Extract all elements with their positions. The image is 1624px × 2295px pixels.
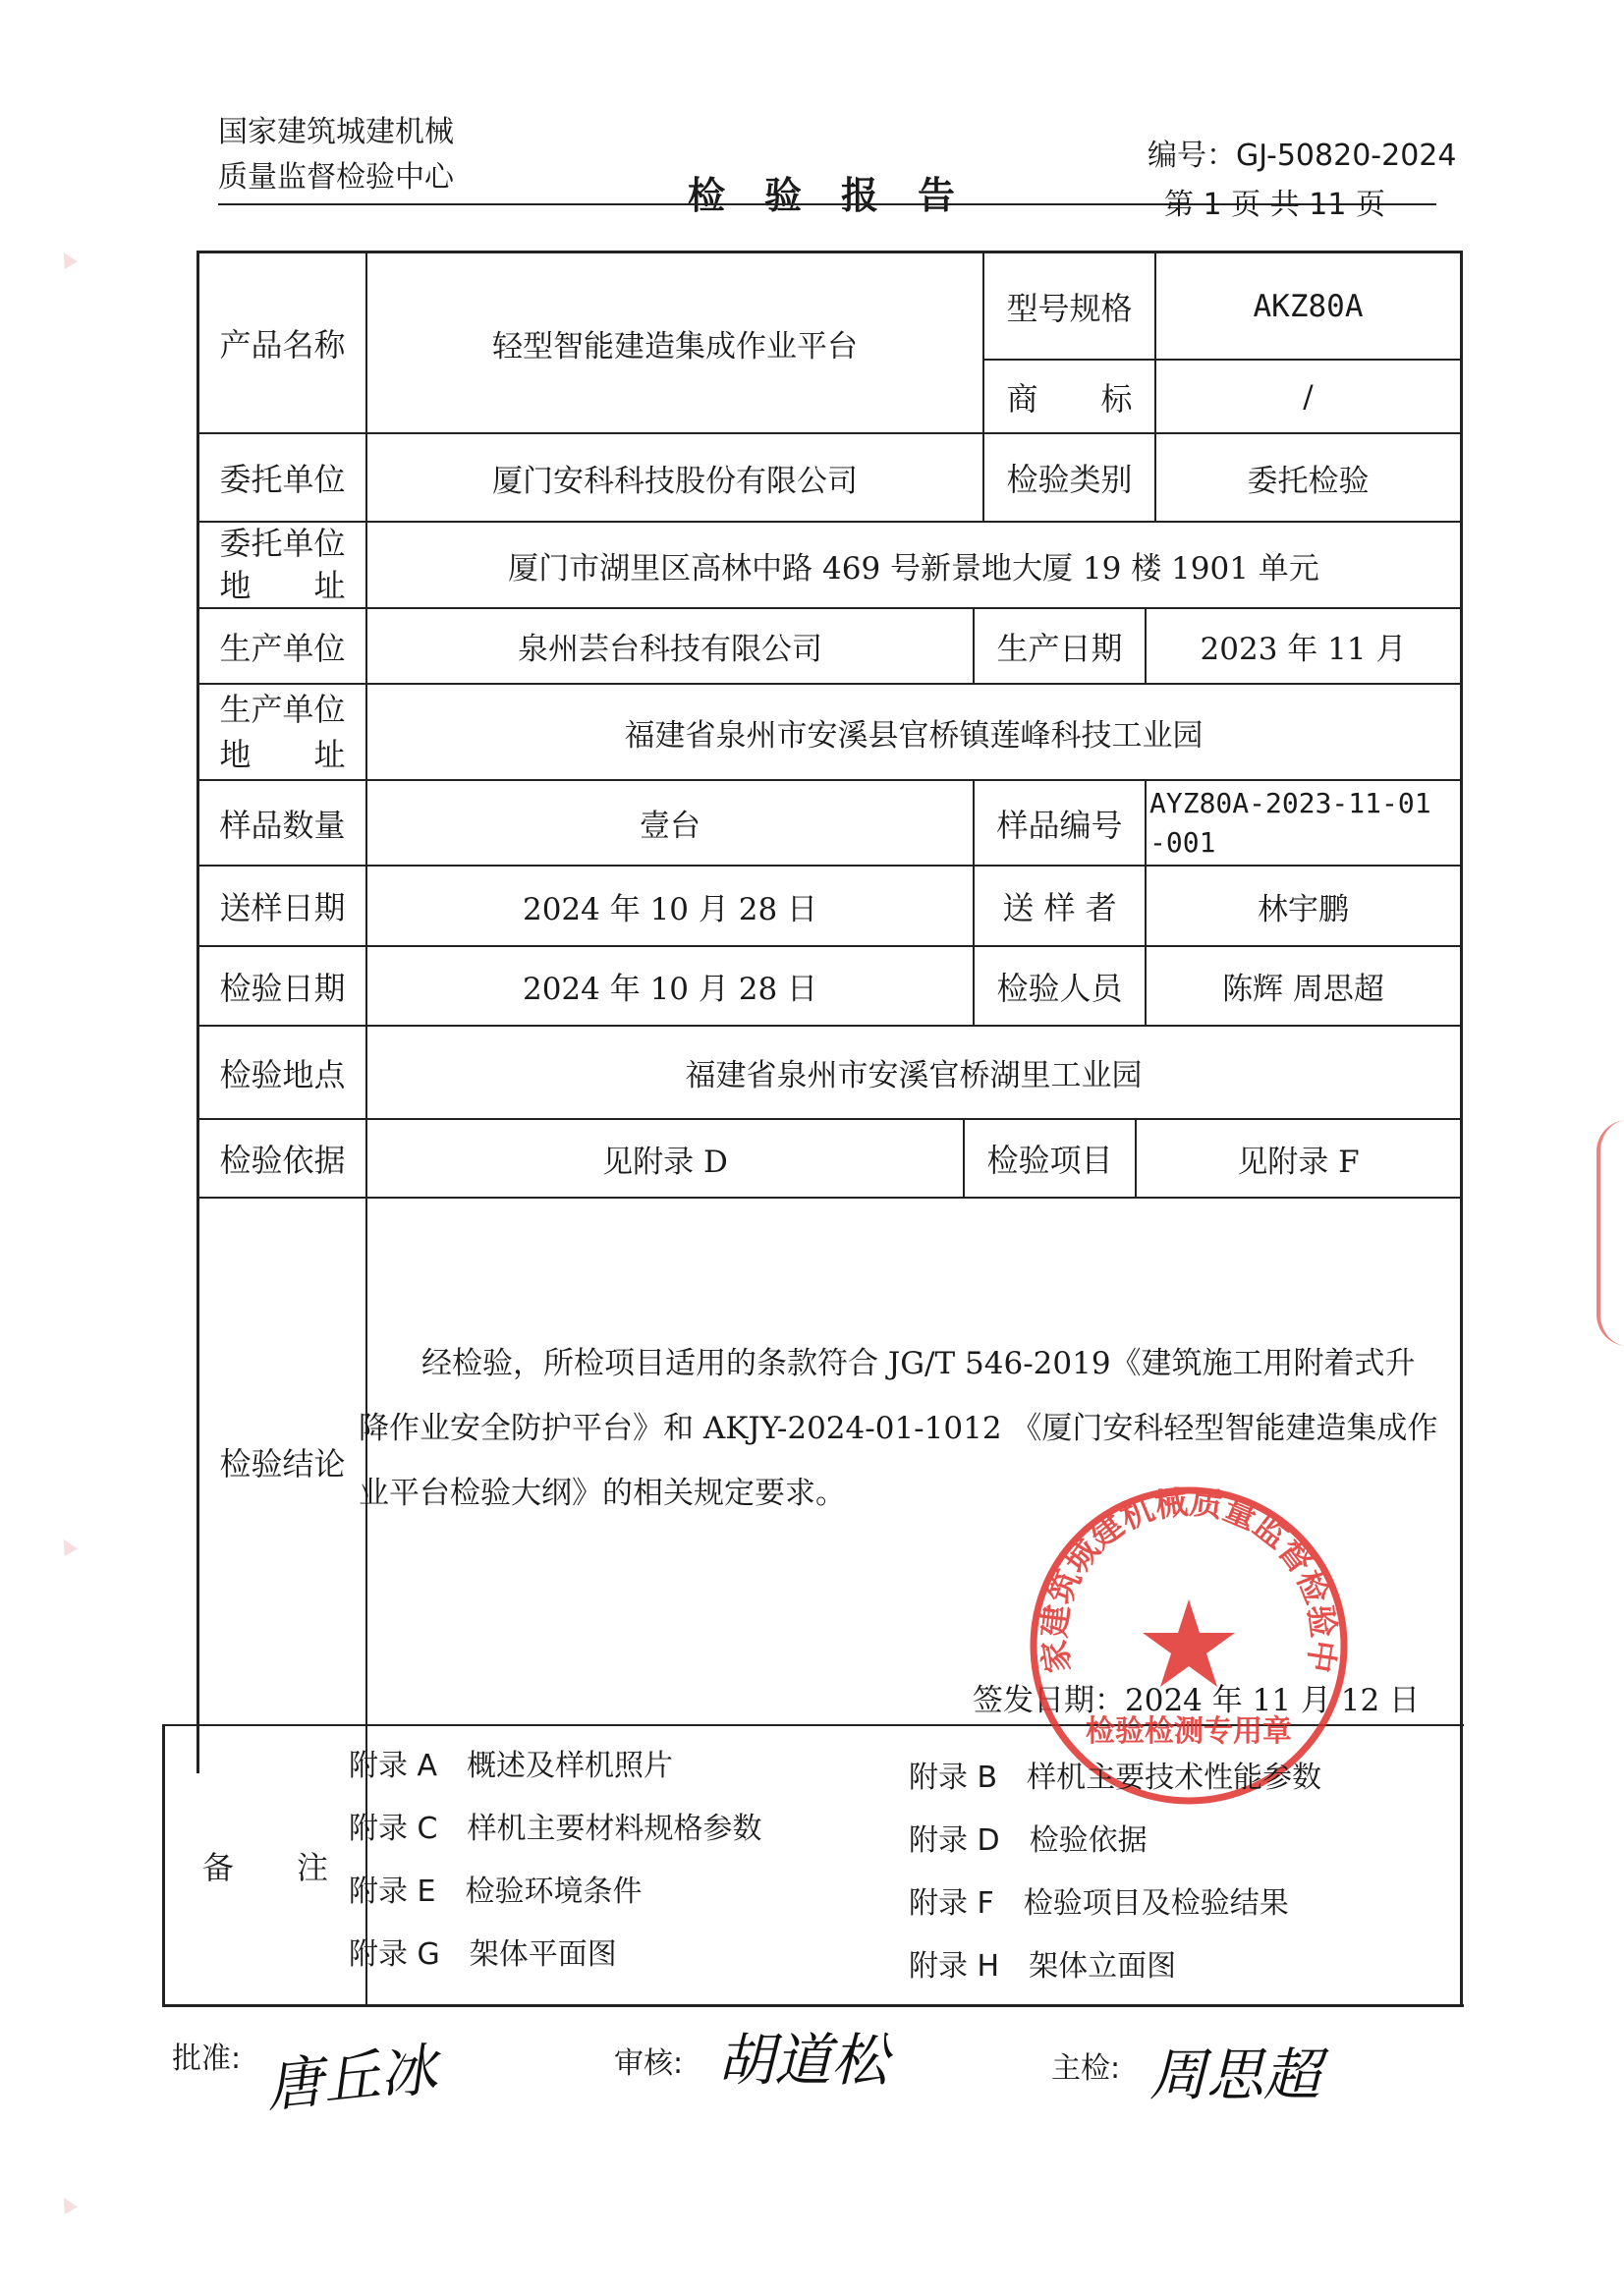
remark-text: 检验依据 (1029, 1823, 1148, 1858)
remark-key: 附录 F (909, 1886, 994, 1921)
sample-number-line-2: -001 (1149, 825, 1216, 859)
remark-item (909, 1941, 1176, 1985)
review-signature: 胡道松 (717, 2027, 889, 2094)
remark-item (349, 1741, 673, 1784)
remark-text: 架体立面图 (1029, 1949, 1177, 1984)
basis-value: 见附录 D (602, 1144, 728, 1180)
sender-value: 林宇鹏 (1258, 891, 1349, 927)
watermark: ▲ (54, 1530, 80, 1559)
remark-key: 附录 B (909, 1761, 998, 1795)
seal-bottom-text: 检验检测专用章 (1086, 1714, 1292, 1749)
approve-signature: 唐丘冰 (262, 2036, 440, 2120)
product-name-label: 产品名称 (219, 326, 346, 364)
page-info: 第 1 页 共 11 页 (1164, 188, 1385, 222)
remark-item (909, 1753, 1321, 1796)
remark-item (349, 1804, 761, 1847)
issue-date: 签发日期：2024 年 11 月 12 日 (973, 1683, 1421, 1718)
org-line-1: 国家建筑城建机械 (218, 115, 454, 149)
seal-edge-mark (1596, 1120, 1624, 1346)
remark-item (349, 1930, 617, 1973)
remark-text: 样机主要材料规格参数 (467, 1812, 762, 1846)
sample-number-value (1149, 781, 1460, 865)
conclusion-label: 检验结论 (219, 1444, 346, 1483)
inspection-date-value: 2024 年 10 月 28 日 (522, 972, 818, 1007)
brand-label: 商 标 (1006, 379, 1133, 418)
model-label: 型号规格 (1006, 289, 1133, 327)
product-name-value: 轻型智能建造集成作业平台 (492, 328, 858, 364)
issuing-organization (218, 110, 454, 200)
seal-ring-text: 家建筑城建机械质量监督检验中 (1035, 1483, 1343, 1676)
lead-inspector-signature: 周思超 (1149, 2042, 1321, 2108)
manufacturer-address-label-2: 地 址 (219, 736, 346, 773)
delivery-date-value: 2024 年 10 月 28 日 (522, 891, 818, 927)
inspectors-value: 陈辉 周思超 (1222, 972, 1384, 1007)
client-label: 委托单位 (219, 461, 346, 498)
client-address-label (199, 523, 365, 607)
report-title: 检验报告 (688, 174, 995, 217)
watermark: ▲ (54, 2188, 80, 2217)
remark-item (349, 1867, 643, 1910)
items-label: 检验项目 (986, 1142, 1113, 1179)
remark-item (909, 1816, 1148, 1859)
client-address-value: 厦门市湖里区高林中路 469 号新景地大厦 19 楼 1901 单元 (508, 550, 1319, 587)
manufacturer-address-label-1: 生产单位 (219, 691, 346, 728)
model-value: AKZ80A (1253, 288, 1364, 324)
document-number: 编号：GJ-50820-2024 (1148, 139, 1457, 173)
sample-number-label: 样品编号 (996, 806, 1123, 844)
delivery-date-label: 送样日期 (219, 889, 346, 926)
remark-text: 样机主要技术性能参数 (1027, 1761, 1322, 1795)
remark-text: 检验项目及检验结果 (1023, 1886, 1289, 1921)
inspection-site-label: 检验地点 (219, 1055, 346, 1093)
production-date-value: 2023 年 11 月 (1200, 632, 1407, 667)
remark-key: 附录 H (909, 1949, 1000, 1984)
remark-key: 附录 A (349, 1749, 438, 1783)
sample-quantity-value: 壹台 (640, 809, 700, 844)
remark-key: 附录 C (349, 1812, 438, 1846)
watermark: ▲ (54, 243, 80, 272)
manufacturer-address-value: 福建省泉州市安溪县官桥镇莲峰科技工业园 (624, 717, 1204, 754)
sample-quantity-label: 样品数量 (219, 806, 346, 844)
remarks-label: 备 注 (201, 1848, 328, 1886)
client-value: 厦门安科科技股份有限公司 (492, 463, 858, 499)
inspection-site-value: 福建省泉州市安溪官桥湖里工业园 (685, 1058, 1143, 1093)
basis-label: 检验依据 (219, 1142, 346, 1179)
remark-key: 附录 G (349, 1937, 440, 1972)
production-date-label: 生产日期 (996, 629, 1123, 667)
manufacturer-label: 生产单位 (219, 629, 346, 667)
inspection-type-label: 检验类别 (1006, 461, 1133, 498)
remark-text: 检验环境条件 (465, 1875, 643, 1909)
inspectors-label: 检验人员 (996, 969, 1123, 1007)
lead-inspector-label: 主检: (1051, 2051, 1121, 2086)
remark-item (909, 1878, 1289, 1922)
brand-value: / (1303, 378, 1314, 415)
approve-label: 批准: (172, 2042, 242, 2076)
sender-label: 送 样 者 (1002, 889, 1117, 926)
remark-key: 附录 D (909, 1823, 1000, 1858)
client-address-label-1: 委托单位 (219, 525, 346, 562)
client-address-label-2: 地 址 (219, 567, 346, 604)
sample-number-line-1: AYZ80A-2023-11-01 (1149, 786, 1431, 819)
remark-text: 架体平面图 (469, 1937, 617, 1972)
inspection-date-label: 检验日期 (219, 969, 346, 1007)
remark-key: 附录 E (349, 1875, 436, 1909)
org-line-2: 质量监督检验中心 (218, 160, 454, 195)
conclusion-text: 经检验，所检项目适用的条款符合 JG/T 546-2019《建筑施工用附着式升降作业安全防护平台》和 AKJY-2024-01-1012 《厦门安科轻型智能建造集成作业平台检验大纲》的相关规定要求。 (359, 1346, 1438, 1511)
manufacturer-address-label (199, 685, 365, 779)
remark-text: 概述及样机照片 (467, 1749, 674, 1783)
inspection-type-value: 委托检验 (1247, 463, 1370, 499)
items-value: 见附录 F (1237, 1144, 1360, 1180)
manufacturer-value: 泉州芸台科技有限公司 (518, 632, 822, 667)
review-label: 审核: (614, 2046, 684, 2081)
